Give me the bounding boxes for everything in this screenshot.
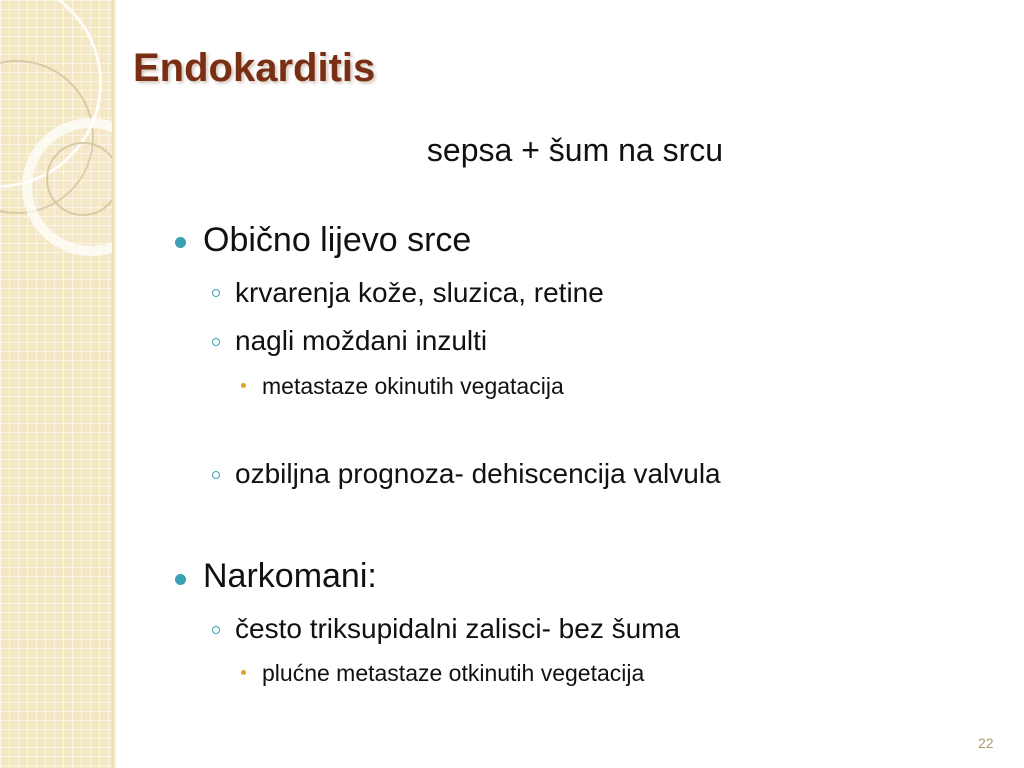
bullet-dot-icon	[175, 237, 186, 248]
decorative-side-panel	[0, 0, 112, 768]
bullet-item: krvarenja kože, sluzica, retine	[235, 277, 604, 308]
bullet-item: često triksupidalni zalisci- bez šuma	[235, 613, 681, 644]
bullet-item: Narkomani:	[203, 557, 377, 595]
bullet-ring-icon	[212, 471, 220, 479]
bullet-ring-icon	[212, 289, 220, 297]
bullet-item: ozbiljna prognoza- dehiscencija valvula	[235, 458, 721, 489]
bullet-ring-icon	[212, 338, 220, 346]
bullet-dot-icon	[175, 574, 186, 585]
bullet-small-dot-icon	[241, 670, 246, 675]
side-panel-edge	[112, 0, 116, 768]
page-number: 22	[978, 735, 994, 751]
bullet-item: plućne metastaze otkinutih vegetacija	[262, 660, 645, 686]
bullet-small-dot-icon	[241, 383, 246, 388]
bullet-item: metastaze okinutih vegatacija	[262, 373, 564, 399]
slide-subtitle: sepsa + šum na srcu	[426, 132, 724, 168]
bullet-item: nagli moždani inzulti	[235, 325, 488, 356]
bullet-item: Obično lijevo srce	[203, 221, 472, 259]
bullet-ring-icon	[212, 626, 220, 634]
slide-title: Endokarditis	[133, 46, 376, 90]
